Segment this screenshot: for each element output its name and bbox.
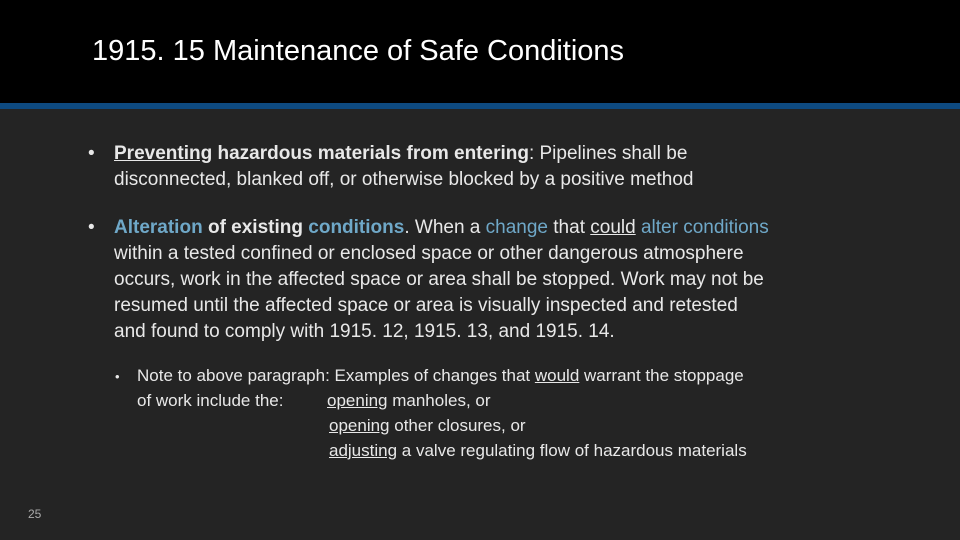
note-line: [137, 363, 744, 388]
bullet-text: : Pipelines shall be: [528, 143, 688, 164]
note-text: warrant the stoppage: [579, 366, 744, 385]
bullet-marker: •: [88, 217, 95, 238]
note-text: a valve regulating flow of hazardous materials: [397, 441, 747, 460]
bullet-line: resumed until the affected space or area is visually inspected and retested: [114, 295, 738, 316]
bullet-marker: •: [88, 143, 95, 164]
note-text: Note to above paragraph: Examples of changes that: [137, 366, 535, 385]
note-line: [329, 413, 526, 438]
note-text: other closures, or: [389, 416, 526, 435]
term-of-existing: of existing: [202, 217, 309, 238]
note-line: [327, 388, 491, 413]
bullet-line: occurs, work in the affected space or area shall be stopped. Work may not be: [114, 269, 764, 290]
term-conditions: conditions: [308, 217, 405, 238]
bullet-text: . When a: [404, 217, 486, 238]
note-line: [329, 438, 747, 463]
term-preventing: Preventing: [114, 143, 213, 164]
bullet-line: within a tested confined or enclosed space or other dangerous atmosphere: [114, 243, 744, 264]
term-alter-conditions: alter conditions: [640, 217, 769, 238]
bullet-marker: •: [115, 369, 120, 384]
term-opening: opening: [327, 391, 388, 410]
bullet-text: that: [548, 217, 591, 238]
note-text: manholes, or: [387, 391, 491, 410]
note-line: of work include the:: [137, 391, 284, 410]
page-number: 25: [28, 507, 42, 521]
term-alteration: Alteration: [114, 217, 203, 238]
accent-divider: [0, 103, 960, 109]
slide-title: 1915. 15 Maintenance of Safe Conditions: [92, 35, 625, 67]
bullet-line: disconnected, blanked off, or otherwise blocked by a positive method: [114, 169, 694, 190]
term-adjusting: adjusting: [329, 441, 398, 460]
bullet-line: and found to comply with 1915. 12, 1915. 13, and 1915. 14.: [114, 321, 615, 342]
term-would: would: [534, 366, 580, 385]
bullet-line: [114, 141, 687, 167]
bullet-line: [114, 215, 769, 241]
term-change: change: [485, 217, 548, 238]
term-opening: opening: [329, 416, 390, 435]
term-hazardous-materials: hazardous materials from entering: [212, 143, 529, 164]
term-could: could: [590, 217, 636, 238]
